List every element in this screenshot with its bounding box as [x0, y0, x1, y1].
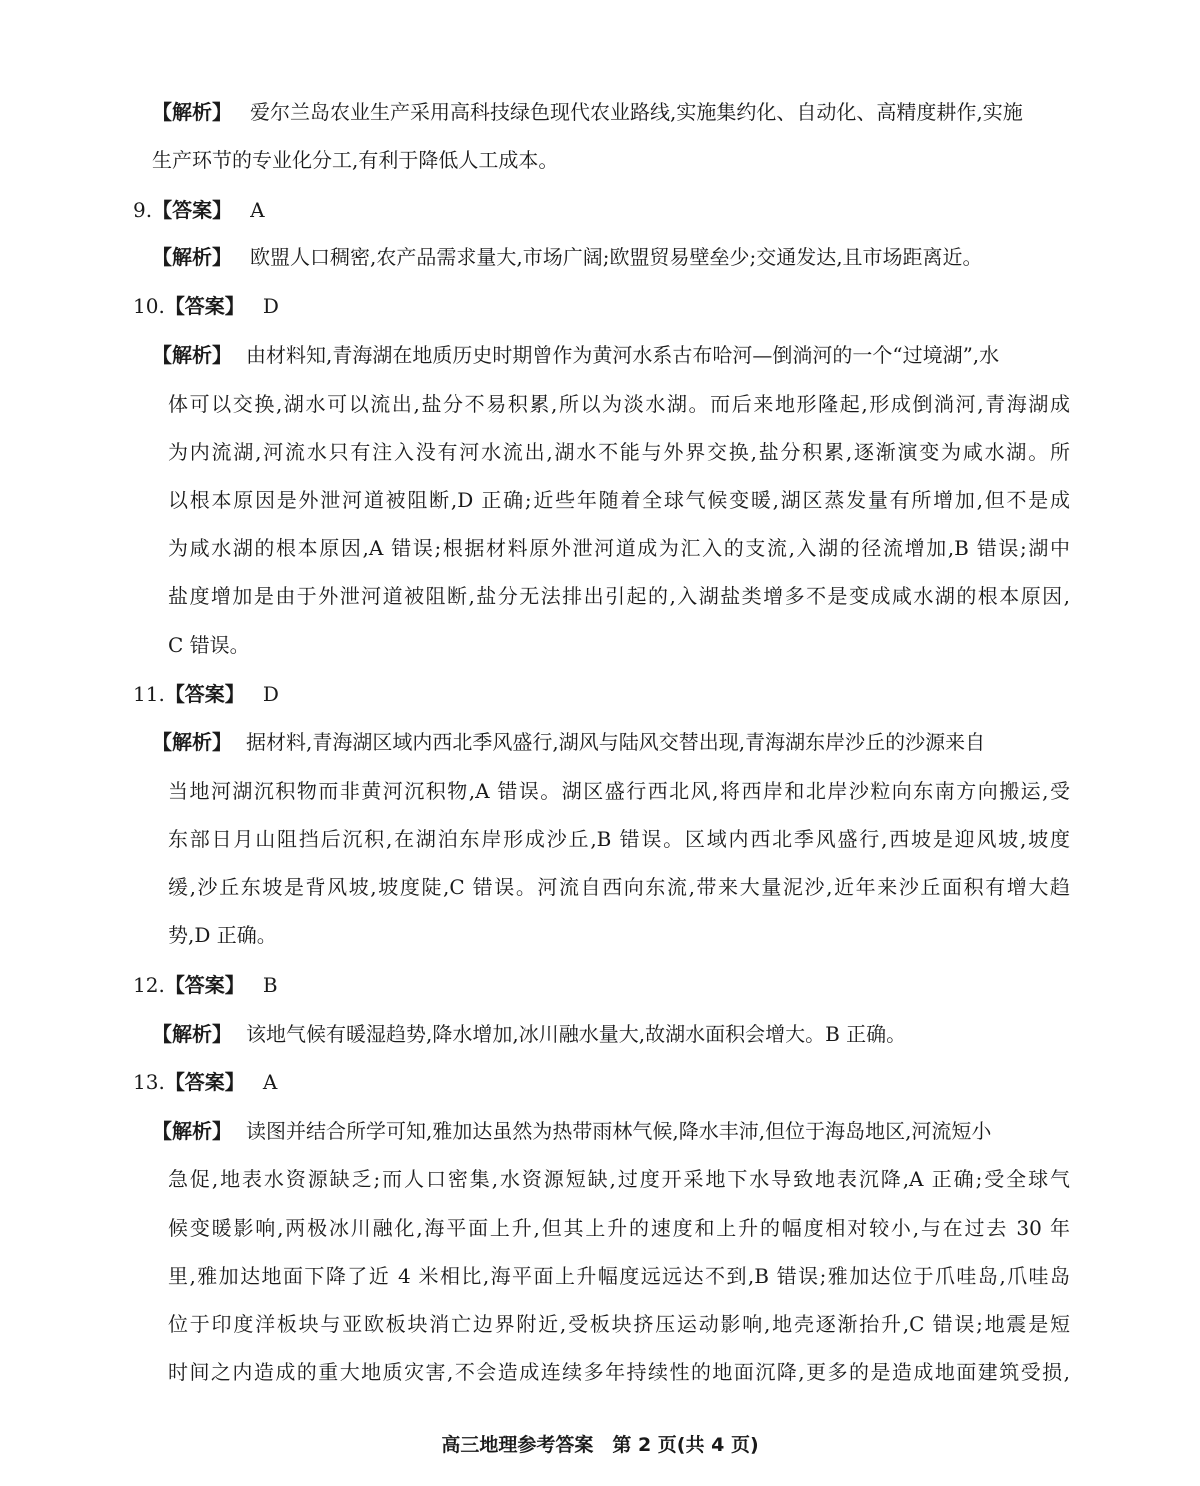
analysis-text: 读图并结合所学可知,雅加达虽然为热带雨林气候,降水丰沛,但位于海岛地区,河流短小: [246, 1119, 992, 1143]
analysis-text: 盐度增加是由于外泄河道被阻断,盐分无法排出引起的,入湖盐类增多不是变成咸水湖的根本原因,: [168, 584, 1070, 608]
analysis-text: 急促,地表水资源缺乏;而人口密集,水资源短缺,过度开采地下水导致地表沉降,A 正确;受全球气: [168, 1167, 1070, 1191]
question-number: 9.: [133, 198, 153, 222]
answer-label: 【答案】: [164, 294, 245, 318]
analysis-text: 东部日月山阻挡后沉积,在湖泊东岸形成沙丘,B 错误。区域内西北季风盛行,西坡是迎风坡,坡度: [168, 827, 1070, 851]
answer-label: 【答案】: [164, 1070, 245, 1094]
analysis-text: 当地河湖沉积物而非黄河沉积物,A 错误。湖区盛行西北风,将西岸和北岸沙粒向东南方向搬运,受: [168, 779, 1070, 803]
q9-analysis-line: [152, 243, 983, 271]
analysis-text: 爱尔兰岛农业生产采用高科技绿色现代农业路线,实施集约化、自动化、高精度耕作,实施: [250, 100, 1023, 124]
answer-value: A: [250, 198, 265, 222]
analysis-label: 【解析】: [152, 343, 232, 367]
analysis-label: 【解析】: [152, 730, 232, 754]
analysis-text: 体可以交换,湖水可以流出,盐分不易积累,所以为淡水湖。而后来地形隆起,形成倒淌河,青海湖成: [168, 392, 1070, 416]
analysis-text: 势,D 正确。: [168, 923, 277, 947]
analysis-text: 时间之内造成的重大地质灾害,不会造成连续多年持续性的地面沉降,更多的是造成地面建筑受损,: [168, 1360, 1070, 1384]
answer-label: 【答案】: [164, 682, 245, 706]
analysis-label: 【解析】: [152, 1022, 232, 1046]
q10-analysis-first-line: [152, 341, 999, 369]
analysis-text: 为内流湖,河流水只有注入没有河水流出,湖水不能与外界交换,盐分积累,逐渐演变为咸水湖。所: [168, 440, 1070, 464]
q10-answer-line: [133, 292, 279, 320]
q9-answer-line: [133, 196, 265, 224]
analysis-text: 位于印度洋板块与亚欧板块消亡边界附近,受板块挤压运动影响,地壳逐渐抬升,C 错误;地震是短: [168, 1312, 1070, 1336]
q12-analysis-line: [152, 1020, 906, 1048]
analysis-text: 候变暖影响,两极冰川融化,海平面上升,但其上升的速度和上升的幅度相对较小,与在过去 30 年: [168, 1216, 1070, 1240]
question-number: 13.: [133, 1070, 165, 1094]
analysis-text: C 错误。: [168, 633, 250, 657]
q8-analysis-first-line: [152, 98, 1023, 126]
answer-value: A: [262, 1070, 278, 1094]
answer-label: 【答案】: [164, 973, 245, 997]
analysis-label: 【解析】: [152, 1119, 232, 1143]
analysis-text: 该地气候有暖湿趋势,降水增加,冰川融水量大,故湖水面积会增大。B 正确。: [246, 1022, 907, 1046]
analysis-text: 里,雅加达地面下降了近 4 米相比,海平面上升幅度远远达不到,B 错误;雅加达位于爪哇岛,爪哇岛: [168, 1264, 1070, 1288]
analysis-label: 【解析】: [152, 100, 232, 124]
question-number: 10.: [133, 294, 165, 318]
analysis-text: 缓,沙丘东坡是背风坡,坡度陡,C 错误。河流自西向东流,带来大量泥沙,近年来沙丘面积有增大趋: [168, 875, 1070, 899]
analysis-text: 以根本原因是外泄河道被阻断,D 正确;近些年随着全球气候变暖,湖区蒸发量有所增加,但不是成: [168, 488, 1070, 512]
q13-analysis-first-line: [152, 1117, 991, 1145]
answer-value: D: [262, 682, 279, 706]
analysis-text: 欧盟人口稠密,农产品需求量大,市场广阔;欧盟贸易壁垒少;交通发达,且市场距离近。: [250, 245, 983, 269]
answer-value: D: [262, 294, 279, 318]
analysis-label: 【解析】: [152, 245, 232, 269]
q12-answer-line: [133, 971, 278, 999]
question-number: 12.: [133, 973, 165, 997]
analysis-text: 据材料,青海湖区域内西北季风盛行,湖风与陆风交替出现,青海湖东岸沙丘的沙源来自: [246, 730, 986, 754]
question-number: 11.: [133, 682, 165, 706]
answer-label: 【答案】: [152, 198, 233, 222]
q13-answer-line: [133, 1068, 277, 1096]
q11-analysis-first-line: [152, 728, 985, 756]
q11-answer-line: [133, 680, 279, 708]
analysis-text: 由材料知,青海湖在地质历史时期曾作为黄河水系古布哈河—倒淌河的一个“过境湖”,水: [246, 343, 1000, 367]
analysis-text: 生产环节的专业化分工,有利于降低人工成本。: [152, 148, 559, 172]
page-footer: 高三地理参考答案 第 2 页(共 4 页): [441, 1434, 759, 1456]
analysis-text: 为咸水湖的根本原因,A 错误;根据材料原外泄河道成为汇入的支流,入湖的径流增加,B 错误;湖中: [168, 536, 1070, 560]
answer-value: B: [262, 973, 278, 997]
